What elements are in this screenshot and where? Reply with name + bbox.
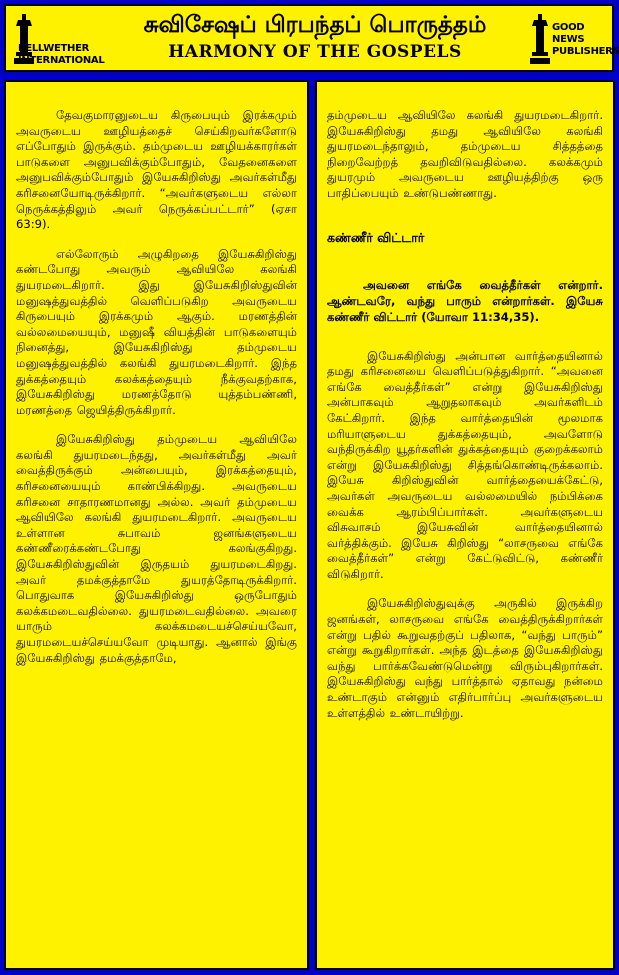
page-header <box>4 4 619 72</box>
good-news-logo-text: GOOD NEWS PUBLISHERS <box>552 22 619 57</box>
left-column <box>4 80 309 970</box>
right-paragraph-continued: தம்முடைய ஆவியிலே கலங்கி துயரமடைகிறார். இயேசுகிறிஸ்து தமது ஆவியிலே கலங்கி துயரமடைந்தாலும், தம்முடைய சித்தத்தை நிறைவேற்றத் தவறிவிடுவதில்லை. கலக்கமும் துயரமும் அவருடைய ஊழியத்திற்கு ஒரு பாதிப்பையும் உண்டுபண்ணாது. <box>327 108 603 200</box>
page-title-english: HARMONY OF THE GOSPELS <box>168 42 462 62</box>
right-column <box>315 80 615 970</box>
bellwether-logo-text: BELLWETHER INTERNATIONAL <box>18 43 105 66</box>
right-paragraph-1: இயேசுகிறிஸ்து அன்பான வார்த்தையினால் தமது கரிசனையை வெளிப்படுத்துகிறார். “அவனை எங்கே வைத்தீர்கள்” என்று இயேசுகிறிஸ்து அன்பாகவும் ஆறுதலாகவும் அவர்களிடம் கேட்கிறார். இந்த வார்த்தையின் மூலமாக மரியாளுடைய துக்கத்தையும், அவளோடு வந்திருக்கிற யூதர்களின் துக்கத்தையும் குறைக்கலாம் என்று இயேசுகிறிஸ்து சித்தங்கொண்டிருக்கலாம். இயேசு கிறிஸ்துவின் வார்த்தையைக்கேட்டு, அவர்கள் அவருடைய வல்லமையில் நம்பிக்கை வைக்க ஆரம்பிப்பார்கள். அவர்களுடைய விசுவாசம் இயேசுவின் வார்த்தையினால் வர்த்திக்கும். இயேசு கிறிஸ்து “லாசருவை எங்கே வைத்தீர்கள்” என்று கேட்டுவிட்டு, கண்ணீர் விடுகிறார். <box>327 348 603 581</box>
bellwether-logo <box>12 10 105 68</box>
title-block <box>110 10 520 64</box>
left-paragraph-3: இயேசுகிறிஸ்து தம்முடைய ஆவியிலே கலங்கி துயரமடைந்தது, அவர்கள்மீது அவர் வைத்திருக்கும் அன்பையும், இரக்கத்தையும், கரிசனையையும் காண்பிக்கிறது. அவருடைய கரிசனை சாதாரணமானது அல்ல. அவர் தம்முடைய ஆவியிலே கலங்கி துயரமடைகிறார். அவருடைய உள்ளான சுபாவம் ஜனங்களுடைய கண்ணீரைக்கண்டபோது கலங்குகிறது. இயேசுகிறிஸ்துவின் இருதயம் துயரமடைகிறது. அவர் தமக்குத்தாமே துயரத்தோடிருக்கிறார். பொதுவாக இயேசுகிறிஸ்து ஒருபோதும் கலக்கமடைவதில்லை. துயரமடைவதில்லை. அவரை யாரும் கலக்கமடையச்செய்யவோ, துயரமடையச்செய்யவோ முடியாது. ஆனால் இங்கு இயேசுகிறிஸ்து தமக்குத்தாமே, <box>16 432 297 665</box>
scripture-quote: அவனை எங்கே வைத்தீர்கள் என்றார். ஆண்டவரே, வந்து பாரும் என்றார்கள். இயேசு கண்ணீர் விட்டார் (யோவா 11:34,35). <box>327 277 603 324</box>
good-news-logo <box>528 10 619 68</box>
left-paragraph-1: தேவகுமாரனுடைய கிருபையும் இரக்கமும் அவருடைய ஊழியத்தைச் செய்கிறவர்களோடு எப்போதும் இருக்கும். தம்முடைய ஊழியக்காரர்கள் பாடுகளை அனுபவிக்கும்போதும், வேதனைகளை அனுபவிக்கும்போதும் இயேசுகிறிஸ்து அவர்கள்மீது கரிசனையோடிருக்கிறார். “அவர்களுடைய எல்லா நெருக்கத்திலும் அவர் நெருக்கப்பட்டார்” (ஏசா 63:9). <box>16 108 297 232</box>
right-paragraph-2: இயேசுகிறிஸ்துவுக்கு அருகில் இருக்கிற ஜனங்கள், லாசருவை எங்கே வைத்திருக்கிறார்கள் என்று பதில் கூறுவதற்குப் பதிலாக, “வந்து பாரும்” என்று கூறுகிறார்கள். அந்த இடத்தை இயேசுகிறிஸ்து வந்து பார்க்கவேண்டுமென்று விரும்புகிறார்கள். இயேசுகிறிஸ்து வந்து பார்த்தால் ஏதாவது நன்மை உண்டாகும் என்னும் எதிர்பார்ப்பு அவர்களுடைய உள்ளத்தில் உண்டாயிற்று. <box>327 596 603 720</box>
left-paragraph-2: எல்லோரும் அழுகிறதை இயேசுகிறிஸ்து கண்டபோது அவரும் ஆவியிலே கலங்கி துயரமடைகிறார். இது இயேசுகிறிஸ்துவின் மனுஷத்துவத்தில் வெளிப்படுகிற அவருடைய கிருபையும் இரக்கமும் ஆகும். மரணத்தின் வல்லமையையும், மனுஷீ வியத்தின் பாடுகளையும் நினைத்து, இயேசுகிறிஸ்து தம்முடைய மனுஷத்துவத்தில் கலங்கி துயரமடைகிறார். இந்த துக்கத்தையும் கலக்கத்தையும் நீக்குவதற்காக, இயேசுகிறிஸ்து மரணத்தோடு யுத்தம்பண்ணி, மரணத்தை ஜெயித்திருக்கிறார். <box>16 246 297 417</box>
page-title-tamil: சுவிசேஷப் பிரபந்தப் பொருத்தம் <box>143 12 487 38</box>
lamp-icon <box>530 12 550 66</box>
section-heading: கண்ணீர் விட்டார் <box>327 229 425 245</box>
